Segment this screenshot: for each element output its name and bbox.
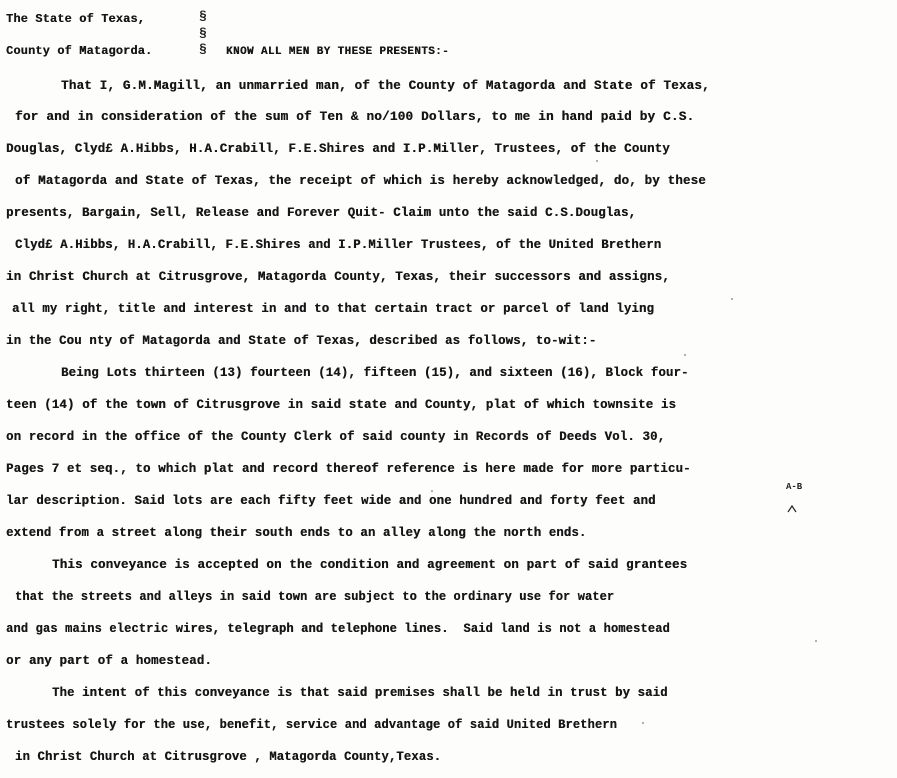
body-line: The intent of this conveyance is that said premises shall be held in trust by said — [52, 686, 668, 700]
body-line: trustees solely for the use, benefit, service and advantage of said United Brethern — [6, 718, 617, 732]
body-line: that the streets and alleys in said town are subject to the ordinary use for water — [15, 590, 615, 604]
section-mark: § — [199, 26, 207, 41]
body-line: in Christ Church at Citrusgrove , Matagorda County,Texas. — [15, 750, 442, 764]
body-line: lar description. Said lots are each fifty feet wide and one hundred and forty feet and — [6, 494, 656, 508]
body-line: teen (14) of the town of Citrusgrove in said state and County, plat of which townsite is — [6, 398, 677, 412]
body-line: Pages 7 et seq., to which plat and record thereof reference is here made for more particu- — [6, 462, 691, 476]
body-line: on record in the office of the County Clerk of said county in Records of Deeds Vol. 30, — [6, 430, 666, 444]
body-line: Clyd£ A.Hibbs, H.A.Crabill, F.E.Shires and I.P.Miller Trustees, of the United Brethern — [15, 238, 662, 252]
section-mark: § — [199, 9, 207, 24]
body-line: extend from a street along their south ends to an alley along the north ends. — [6, 526, 587, 540]
caption-state: The State of Texas, — [6, 12, 145, 26]
body-line: Douglas, Clyd£ A.Hibbs, H.A.Crabill, F.E.Shires and I.P.Miller, Trustees, of the County — [6, 142, 670, 156]
body-line: and gas mains electric wires, telegraph and telephone lines. Said land is not a homestead — [6, 622, 670, 636]
body-line: Being Lots thirteen (13) fourteen (14), fifteen (15), and sixteen (16), Block four- — [61, 366, 689, 380]
body-line: presents, Bargain, Sell, Release and Forever Quit- Claim unto the said C.S.Douglas, — [6, 206, 637, 220]
body-line: all my right, title and interest in and to that certain tract or parcel of land lying — [12, 302, 655, 316]
caret-mark — [787, 503, 797, 513]
body-line: This conveyance is accepted on the condition and agreement on part of said grantees — [52, 558, 688, 572]
body-line: or any part of a homestead. — [6, 654, 213, 668]
interlineation-mark: A-B — [786, 482, 803, 492]
body-line: of Matagorda and State of Texas, the receipt of which is hereby acknowledged, do, by these — [15, 174, 706, 188]
section-mark: § — [199, 42, 207, 57]
caption-county: County of Matagorda. — [6, 44, 153, 58]
body-line: in Christ Church at Citrusgrove, Matagorda County, Texas, their successors and assigns, — [6, 270, 670, 284]
deed-heading: KNOW ALL MEN BY THESE PRESENTS:- — [226, 46, 450, 58]
body-line: for and in consideration of the sum of Ten & no/100 Dollars, to me in hand paid by C.S. — [15, 110, 695, 124]
body-line: in the Cou nty of Matagorda and State of Texas, described as follows, to-wit:- — [6, 334, 597, 348]
body-line: That I, G.M.Magill, an unmarried man, of the County of Matagorda and State of Texas, — [61, 79, 710, 93]
